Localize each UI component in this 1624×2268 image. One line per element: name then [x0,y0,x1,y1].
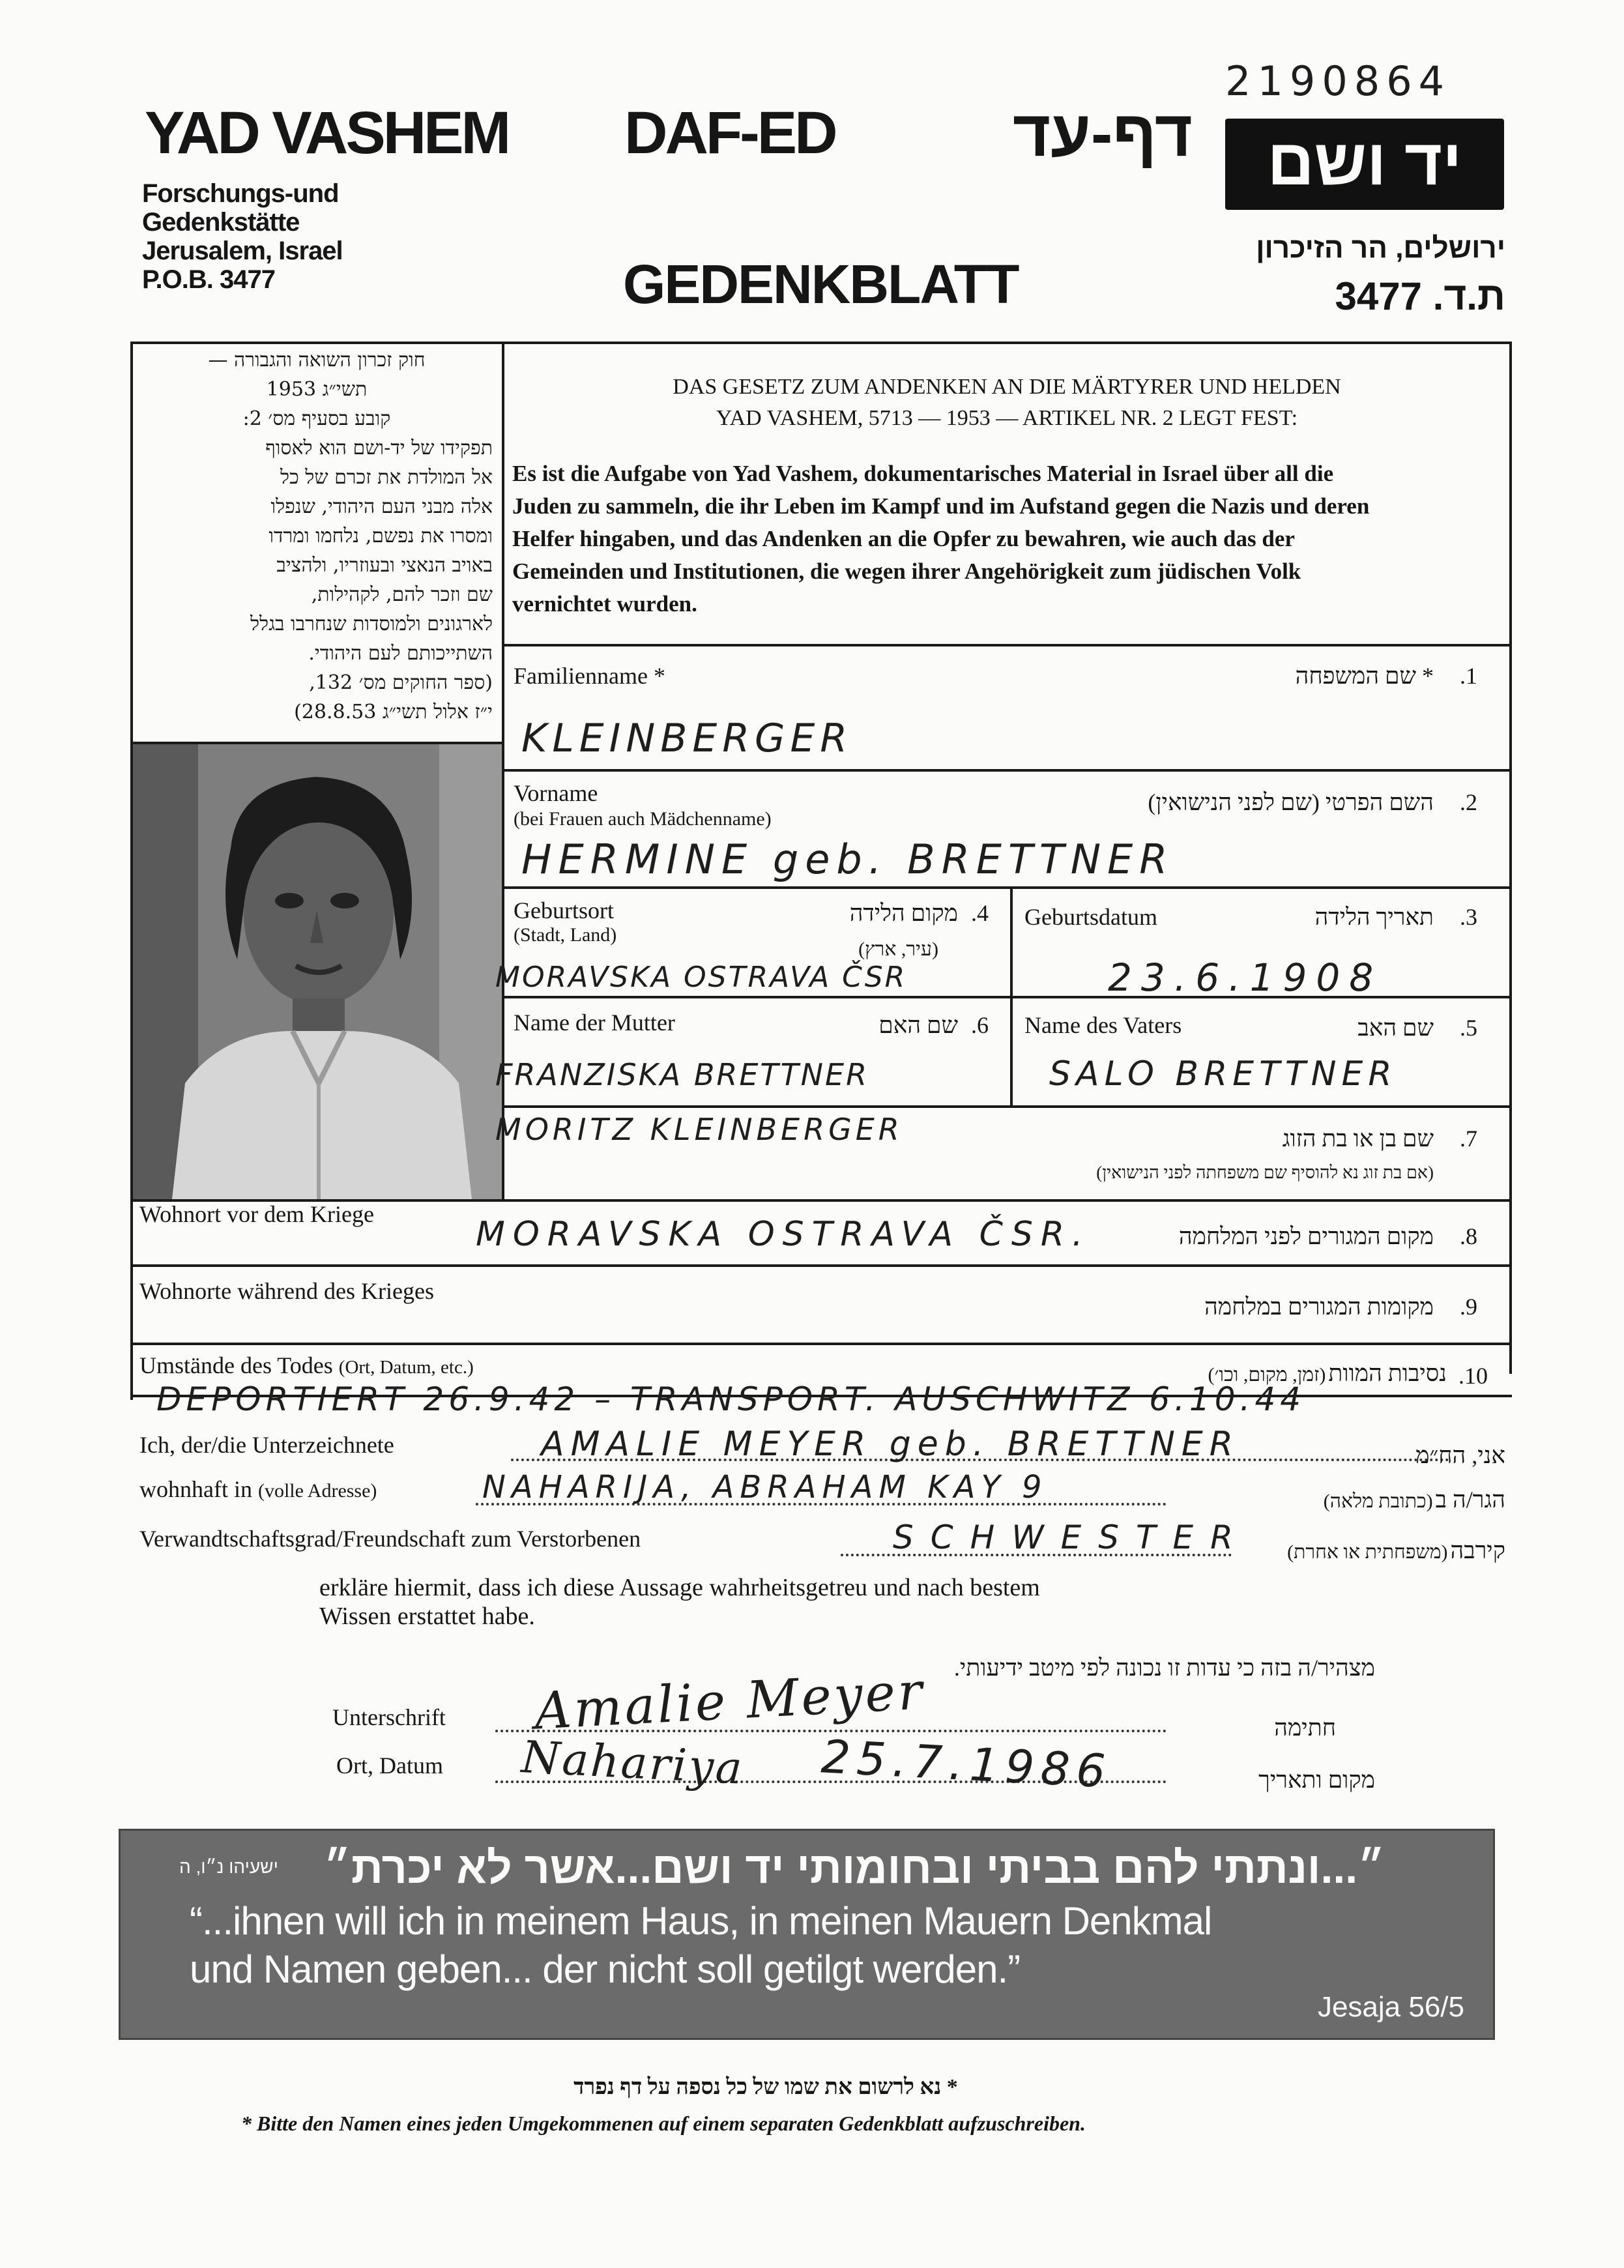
law-body-line: Helfer hingaben, und das Andenken an die Opfer zu bewahren, wie auch das der [512,526,1295,551]
signer-label: Ich, der/die Unterzeichnete [139,1432,394,1458]
signer-value[interactable]: AMALIE MEYER geb. BRETTNER [541,1425,1240,1464]
vorname-value[interactable]: HERMINE geb. BRETTNER [521,836,1174,883]
familienname-hebrew-label: * שם המשפחה [1295,663,1434,689]
vorname-label: Vorname [514,780,598,806]
footnote-hebrew: * נא לרשום את שמו של כל נספה על דף נפרד [573,2075,958,2099]
field-number-7: .7 [1460,1126,1477,1152]
address-label [139,1476,377,1503]
wohnort-vor-hebrew-label: מקום המגורים לפני המלחמה [1178,1223,1434,1249]
law-body-line: Gemeinden und Institutionen, die wegen ihrer Angehörigkeit zum jüdischen Volk [512,559,1301,584]
vater-value[interactable]: SALO BRETTNER [1049,1054,1397,1094]
law-line: תשי״ג 1953 [266,378,368,401]
law-source-line: (ספר החוקים מס׳ 132, [309,671,493,694]
row-line-10 [130,1343,1512,1345]
field-number-3: .3 [1460,904,1477,930]
todesumstaende-hebrew-text: נסיבות המוות [1328,1360,1447,1386]
pob-hebrew: ת.ד. 3477 [1335,274,1505,318]
ehegatte-value[interactable]: MORITZ KLEINBERGER [495,1112,903,1147]
law-date-line: י״ז אלול תשי״ג 28.8.53) [294,701,493,723]
logo-hebrew-text: יד ושם [1267,126,1462,199]
mutter-value[interactable]: FRANZISKA BRETTNER [495,1057,869,1092]
relation-value[interactable]: SCHWESTER [893,1519,1250,1556]
geburtsort-hebrew-sublabel: (עיר, ארץ) [858,938,938,960]
geburtsdatum-value[interactable]: 23.6.1908 [1108,955,1383,1000]
field-number-10: .10 [1458,1363,1488,1389]
field-number-2: .2 [1460,789,1477,815]
vorname-sublabel: (bei Frauen auch Mädchenname) [514,808,772,830]
mutter-hebrew-label: שם האם [878,1012,958,1038]
field-number-5: .5 [1460,1015,1477,1041]
todesumstaende-label [139,1352,474,1379]
banner-hebrew-quote: ״...ונתתי להם בביתי ובחומותי יד ושם...אשר לא יכרת״ [323,1843,1385,1893]
address-hebrew-label [1186,1486,1505,1513]
signature-value[interactable]: Amalie Meyer [533,1662,927,1741]
law-line: באויב הנאצי ובעוזריו, ולהציב [276,554,493,577]
yad-vashem-logo [1225,119,1504,210]
relation-hebrew-sublabel: (משפחתית או אחרת) [1287,1541,1448,1563]
field-number-1: .1 [1460,663,1477,689]
todesumstaende-sublabel: (Ort, Datum, etc.) [338,1357,474,1378]
banner-german-line: “...ihnen will ich in meinem Haus, in meinen Mauern Denkmal [190,1899,1212,1943]
relation-label: Verwandtschaftsgrad/Freundschaft zum Verstorbenen [139,1526,641,1552]
todesumstaende-value[interactable]: DEPORTIERT 26.9.42 – TRANSPORT. AUSCHWITZ 6.10.44 [156,1380,1306,1418]
geburtsdatum-hebrew-label: תאריך הלידה [1314,904,1434,930]
hebrew-law-text [141,345,493,727]
law-body-line: Es ist die Aufgabe von Yad Vashem, dokumentarisches Material in Israel über all die [512,461,1334,486]
geburtsort-label: Geburtsort [514,897,614,923]
portrait-photo [133,744,502,1199]
relation-hebrew-text: קירבה [1450,1537,1505,1563]
banner-hebrew-reference: ישעיהו נ״ו, ה [179,1857,278,1877]
law-section-bottom [502,644,1512,647]
address-sublabel: (volle Adresse) [257,1480,377,1502]
law-line: אל המולדת את זכרם של כל [280,466,493,489]
place-date-label: Ort, Datum [336,1752,443,1779]
law-line: אלה מבני העם היהודי, שנפלו [270,495,493,518]
signature-label: Unterschrift [332,1704,446,1730]
vorname-hebrew-label: השם הפרטי (שם לפני הנישואין) [1148,789,1434,815]
portrait-image [133,744,502,1199]
institute-line: P.O.B. 3477 [142,265,275,294]
geburtsort-sublabel: (Stadt, Land) [514,924,617,946]
place-value[interactable]: Nahariya [520,1732,746,1795]
signature-hebrew-label: חתימה [1274,1715,1336,1741]
address-value[interactable]: NAHARIJA, ABRAHAM KAY 9 [482,1469,1048,1505]
law-line: קובע בסעיף מס׳ 2: [242,407,391,430]
footnote-german: * Bitte den Namen eines jeden Umgekommenen auf einem separaten Gedenkblatt aufzuschreiben. [241,2112,1086,2135]
date-value[interactable]: 25.7.1986 [820,1730,1114,1799]
banner-german-line: und Namen geben... der nicht soll getilgt werden.” [190,1947,1021,1991]
field-number-4: .4 [971,900,989,926]
daf-ed-hebrew-title: דף-עד [1012,97,1193,170]
geburtsort-value[interactable]: MORAVSKA OSTRAVA ČSR [495,961,907,994]
gedenkblatt-title: GEDENKBLATT [623,254,1019,315]
law-line: לארגונים ולמוסדות שנחרבו בגלל [250,613,493,635]
field-number-8: .8 [1460,1223,1477,1249]
law-line: חוק זכרון השואה והגבורה — [208,349,426,371]
address-label-text: wohnhaft in [139,1476,252,1502]
row-line-9 [130,1264,1512,1267]
institute-line: Gedenkstätte [142,208,300,237]
law-line: ומסרו את נפשם, נלחמו ומרדו [268,525,493,547]
statement-text [319,1573,1040,1631]
law-heading-line: YAD VASHEM, 5713 — 1953 — ARTIKEL NR. 2 LEGT FEST: [716,406,1298,430]
wohnort-vor-label: Wohnort vor dem Kriege [139,1201,374,1227]
institute-line: Jerusalem, Israel [142,237,343,265]
document-number: 2190864 [1225,57,1451,105]
relation-hebrew-label [1238,1537,1505,1564]
vater-hebrew-label: שם האב [1357,1015,1434,1041]
ehegatte-hebrew-label: שם בן או בת הזוג [1282,1126,1434,1152]
familienname-label: Familienname * [514,663,665,689]
law-line: שם וזכר להם, לקהילות, [311,583,493,606]
banner-reference: Jesaja 56/5 [1317,1991,1464,2023]
daf-ed-title: DAF-ED [624,100,835,166]
top-border [130,342,1512,344]
right-border [1509,342,1512,1374]
institute-address [142,179,343,294]
todesumstaende-label-text: Umstände des Todes [139,1352,333,1378]
wohnort-waehrend-label: Wohnorte während des Krieges [139,1278,434,1304]
geburtsdatum-label: Geburtsdatum [1024,904,1157,930]
ehegatte-hebrew-sublabel: (אם בת זוג נא להוסיף שם משפחתה לפני הנישואין) [1096,1163,1434,1182]
law-body [512,458,1500,620]
quote-banner [119,1829,1495,2040]
signer-hebrew-label: אני, הח״מ [1415,1442,1505,1468]
vater-label: Name des Vaters [1024,1012,1182,1038]
todesumstaende-hebrew-sublabel: (זמן, מקום, וכו׳) [1208,1364,1326,1386]
geburtsort-hebrew-label: מקום הלידה [849,900,958,926]
address-hebrew: ירושלים, הר הזיכרון [1256,232,1505,264]
law-body-line: vernichtet wurden. [512,591,697,617]
law-heading [508,371,1505,434]
row-line-2 [502,769,1512,772]
mutter-label: Name der Mutter [514,1010,675,1036]
law-line: תפקידו של יד-ושם הוא לאסוף [265,437,493,459]
wohnort-waehrend-hebrew-label: מקומות המגורים במלחמה [1204,1294,1434,1320]
statement-line: erkläre hiermit, dass ich diese Aussage wahrheitsgetreu und nach bestem [319,1574,1040,1601]
law-heading-line: DAS GESETZ ZUM ANDENKEN AN DIE MÄRTYRER UND HELDEN [673,375,1341,399]
statement-hebrew: מצהיר/ה בזה כי עדות זו נכונה לפי מיטב ידיעותי. [953,1655,1375,1681]
row-line-7 [502,1105,1512,1108]
law-body-line: Juden zu sammeln, die ihr Leben im Kampf und im Aufstand gegen die Nazis und deren [512,493,1370,519]
address-hebrew-text: הגר/ה ב [1435,1487,1505,1513]
field-number-9: .9 [1460,1294,1477,1320]
wohnort-vor-value[interactable]: MORAVSKA OSTRAVA ČSR. [476,1215,1091,1254]
field-number-6: .6 [971,1012,989,1038]
statement-line: Wissen erstattet habe. [319,1603,535,1630]
yad-vashem-title: YAD VASHEM [145,100,509,166]
institute-line: Forschungs-und [142,179,339,208]
familienname-value[interactable]: KLEINBERGER [521,716,853,761]
law-line: השתייכותם לעם היהודי. [308,642,493,665]
row-line-4 [502,886,1512,889]
address-hebrew-sublabel: (כתובת מלאה) [1323,1490,1433,1512]
place-date-hebrew-label: מקום ותאריך [1258,1767,1375,1793]
